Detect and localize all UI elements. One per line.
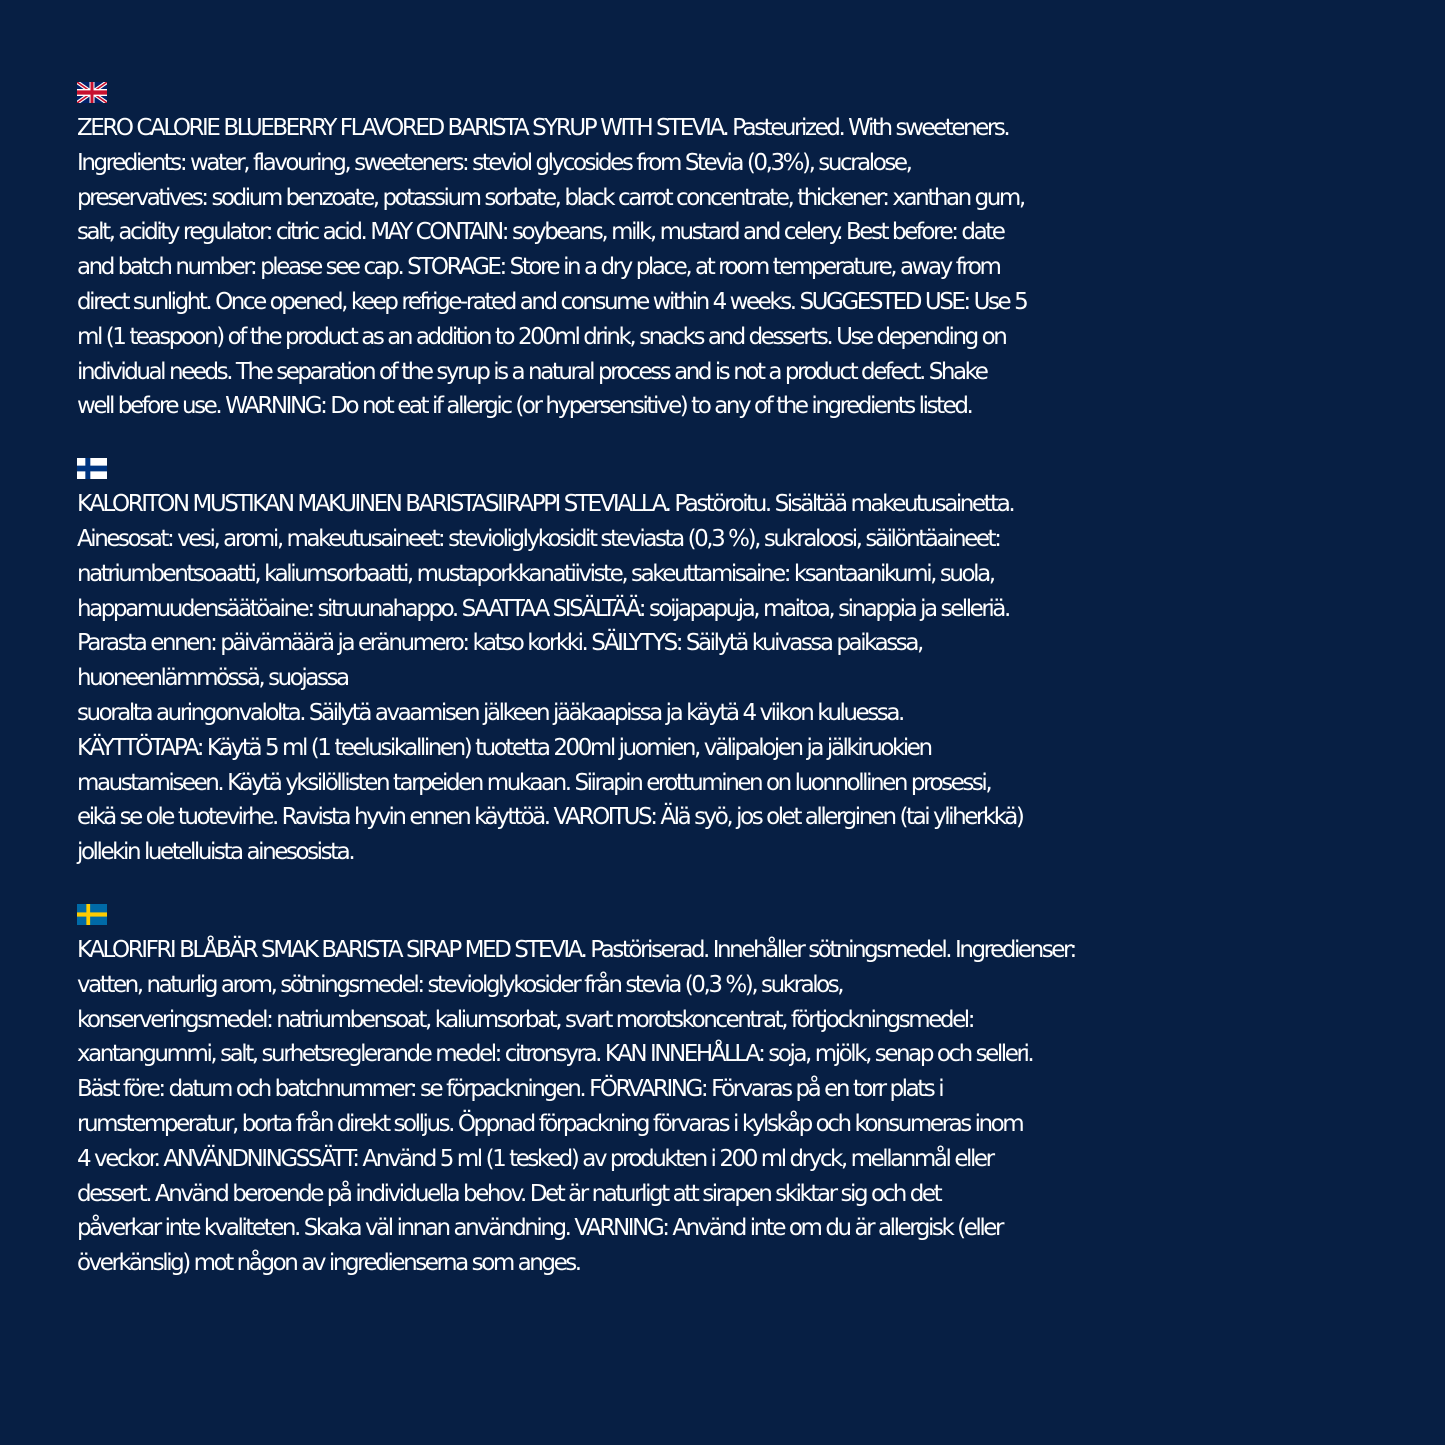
- text-line: salt, acidity regulator: citric acid. MAY CONTAIN: soybeans, milk, mustard and celery. Best before: date: [77, 219, 1004, 246]
- text-line: dessert. Använd beroende på individuella behov. Det är naturligt att sirapen skiktar sig och det: [77, 1180, 941, 1207]
- text-line: happamuudensäätöaine: sitruunahappo. SAATTAA SISÄLTÄÄ: soijapapuja, maitoa, sinappia ja selleriä.: [77, 595, 1009, 622]
- text-line: överkänslig) mot någon av ingredienserna som anges.: [77, 1250, 580, 1277]
- text-line: Ainesosat: vesi, aromi, makeutusaineet: stevioliglykosidit steviasta (0,3 %), sukraloosi, säilöntäaineet:: [77, 525, 1000, 552]
- english-section: [77, 82, 1377, 424]
- text-line: xantangummi, salt, surhetsreglerande medel: citronsyra. KAN INNEHÅLLA: soja, mjölk, senap och selleri.: [77, 1041, 1033, 1068]
- text-line: Bäst före: datum och batchnummer: se förpackningen. FÖRVARING: Förvaras på en torr plats i: [77, 1076, 943, 1103]
- text-line: maustamiseen. Käytä yksilöllisten tarpeiden mukaan. Siirapin erottuminen on luonnollinen prosessi,: [77, 769, 991, 796]
- text-line: rumstemperatur, borta från direkt solljus. Öppnad förpackning förvaras i kylskåp och konsumeras inom: [77, 1110, 1023, 1137]
- text-line: natriumbentsoaatti, kaliumsorbaatti, mustaporkkanatiiviste, sakeuttamisaine: ksantaanikumi, suola,: [77, 560, 994, 587]
- finnish-paragraph: [77, 487, 1377, 870]
- swedish-section: [77, 904, 1377, 1281]
- text-line: huoneenlämmössä, suojassa: [77, 665, 348, 692]
- text-line: påverkar inte kvaliteten. Skaka väl innan användning. VARNING: Använd inte om du är allergisk (eller: [77, 1215, 1002, 1242]
- text-line: well before use. WARNING: Do not eat if allergic (or hypersensitive) to any of the ingredients listed.: [77, 393, 972, 420]
- text-line: preservatives: sodium benzoate, potassium sorbate, black carrot concentrate, thickener: xanthan gum,: [77, 184, 1024, 211]
- text-line: Parasta ennen: päivämäärä ja eränumero: katso korkki. SÄILYTYS: Säilytä kuivassa paikassa,: [77, 630, 922, 657]
- text-line: suoralta auringonvalolta. Säilytä avaamisen jälkeen jääkaapissa ja käytä 4 viikon kuluessa.: [77, 699, 903, 726]
- swedish-paragraph: [77, 933, 1377, 1281]
- label-text-container: [77, 82, 1377, 1281]
- text-line: KÄYTTÖTAPA: Käytä 5 ml (1 teelusikallinen) tuotetta 200ml juomien, välipalojen ja jälkiruokien: [77, 734, 931, 761]
- text-line: vatten, naturlig arom, sötningsmedel: steviolglykosider från stevia (0,3 %), sukralos,: [77, 971, 843, 998]
- text-line: individual needs. The separation of the syrup is a natural process and is not a product defect. Shake: [77, 358, 987, 385]
- text-line: jollekin luetelluista ainesosista.: [77, 839, 354, 866]
- finland-flag-icon: [77, 458, 107, 479]
- english-paragraph: [77, 111, 1377, 424]
- text-line: eikä se ole tuotevirhe. Ravista hyvin ennen käyttöä. VAROITUS: Älä syö, jos olet allerginen (tai yliherkkä): [77, 804, 1023, 831]
- text-line: and batch number: please see cap. STORAGE: Store in a dry place, at room temperature, away from: [77, 254, 1000, 281]
- text-line: direct sunlight. Once opened, keep refrige-rated and consume within 4 weeks. SUGGESTED USE: Use 5: [77, 288, 1027, 315]
- text-line: KALORITON MUSTIKAN MAKUINEN BARISTASIIRAPPI STEVIALLA. Pastöroitu. Sisältää makeutusainetta.: [77, 491, 1014, 518]
- text-line: konserveringsmedel: natriumbensoat, kaliumsorbat, svart morotskoncentrat, förtjockningsmedel:: [77, 1006, 974, 1033]
- finnish-section: [77, 458, 1377, 870]
- sweden-flag-icon: [77, 904, 107, 925]
- text-line: Ingredients: water, flavouring, sweeteners: steviol glycosides from Stevia (0,3%), sucralose,: [77, 149, 911, 176]
- text-line: KALORIFRI BLÅBÄR SMAK BARISTA SIRAP MED STEVIA. Pastöriserad. Innehåller sötningsmedel. Ingredienser:: [77, 936, 1075, 963]
- uk-flag-icon: [77, 82, 107, 103]
- text-line: ZERO CALORIE BLUEBERRY FLAVORED BARISTA SYRUP WITH STEVIA. Pasteurized. With sweeteners.: [77, 115, 1009, 141]
- text-line: ml (1 teaspoon) of the product as an addition to 200ml drink, snacks and desserts. Use depending on: [77, 323, 1006, 350]
- text-line: 4 veckor. ANVÄNDNINGSSÄTT: Använd 5 ml (1 tesked) av produkten i 200 ml dryck, mellanmål eller: [77, 1145, 993, 1172]
